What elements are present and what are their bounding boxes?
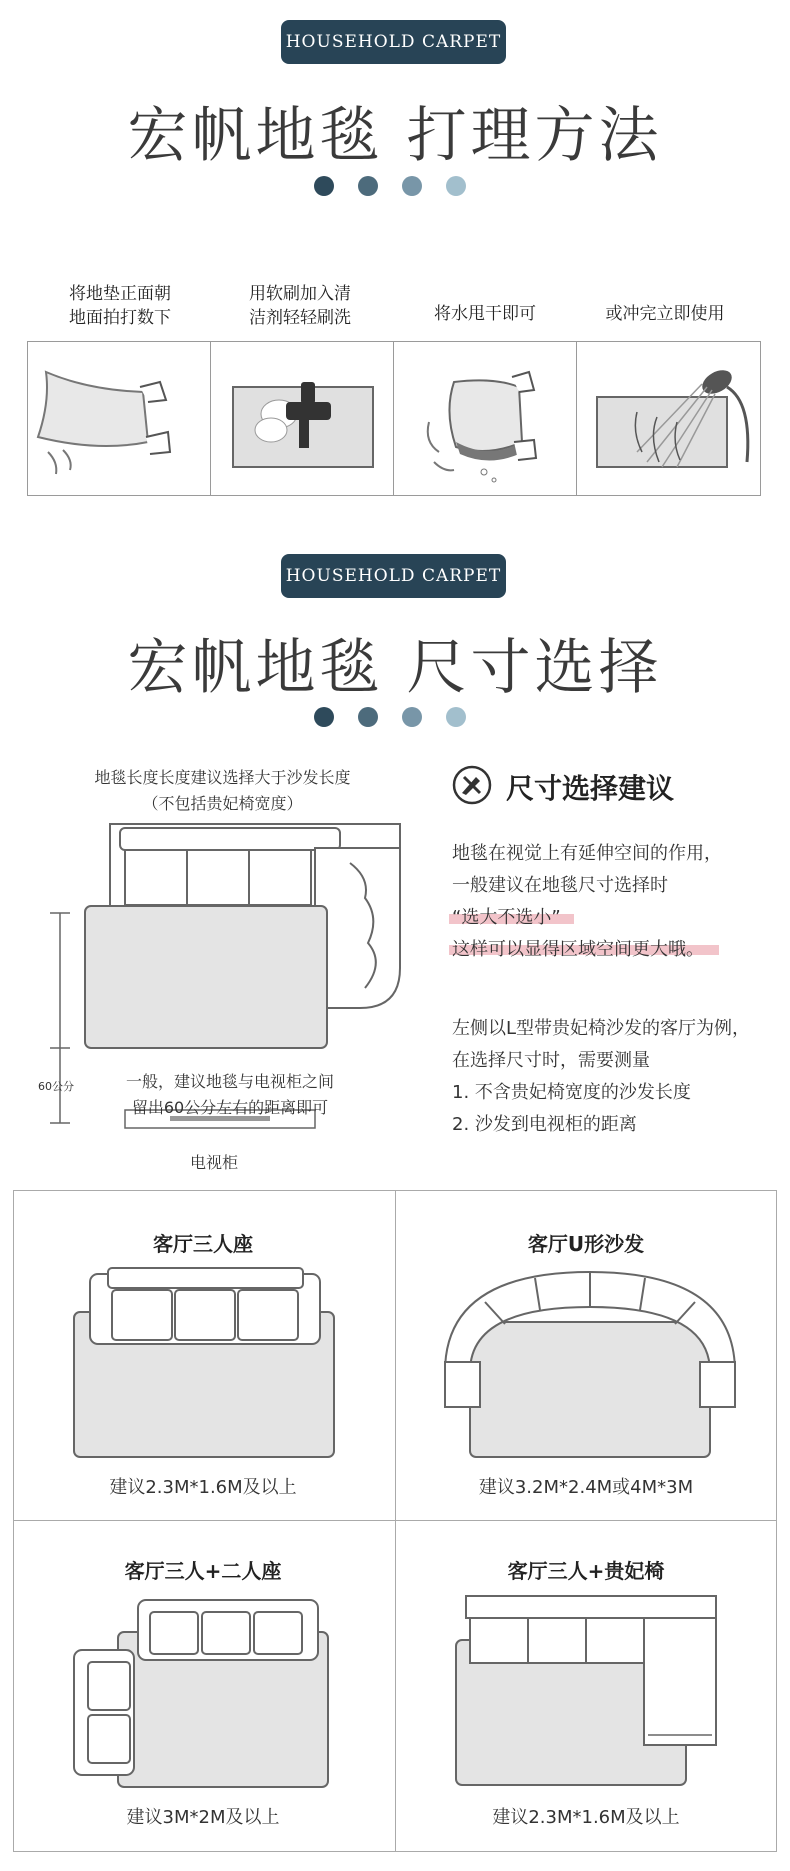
rug-shake-dry-icon xyxy=(394,342,576,495)
u-shape-sofa-icon xyxy=(440,1262,740,1462)
diagram-top-note: 地毯长度长度建议选择大于沙发长度 （不包括贵妃椅宽度） xyxy=(94,768,351,813)
advice-paragraph: 地毯在视觉上有延伸空间的作用， 一般建议在地毯尺寸选择时 “选大不选小” 这样可以显得区域空间更大哦。 xyxy=(452,843,722,960)
care-title: 宏帆地毯 打理方法 xyxy=(127,101,663,171)
shower-rinse-icon xyxy=(577,342,760,495)
decor-dots-2 xyxy=(314,707,466,727)
step-2-label: 用软刷加入清 洁剂轻轻刷洗 xyxy=(249,284,351,328)
dot-4 xyxy=(446,707,466,727)
cell-3-caption: 建议3M*2M及以上 xyxy=(126,1807,280,1828)
household-carpet-badge xyxy=(281,20,506,64)
dot-1 xyxy=(314,707,334,727)
dot-3 xyxy=(402,707,422,727)
step-2-box xyxy=(210,341,394,496)
dot-1 xyxy=(314,176,334,196)
rug-shake-icon xyxy=(28,342,210,495)
measure-paragraph: 左侧以L型带贵妃椅沙发的客厅为例， 在选择尺寸时，需要测量 1. 不含贵妃椅宽度的沙发长度 2. 沙发到电视柜的距离 xyxy=(452,1018,751,1135)
dot-2 xyxy=(358,707,378,727)
badge-label-2: HOUSEHOLD CARPET xyxy=(285,566,502,586)
step-4-label: 或冲完立即使用 xyxy=(605,304,725,324)
advice-heading: 尺寸选择建议 xyxy=(506,772,675,805)
dot-2 xyxy=(358,176,378,196)
cell-2-caption: 建议3.2M*2.4M或4M*3M xyxy=(478,1477,694,1498)
size-title: 宏帆地毯 尺寸选择 xyxy=(127,633,663,703)
grid-hline xyxy=(13,1520,777,1521)
cell-1-caption: 建议2.3M*1.6M及以上 xyxy=(109,1477,297,1498)
ruler-pencil-icon xyxy=(452,765,492,805)
cell-1-title: 客厅三人座 xyxy=(153,1232,253,1256)
cell-3-title: 客厅三人+二人座 xyxy=(124,1559,282,1583)
cell-2-title: 客厅U形沙发 xyxy=(527,1232,645,1256)
dot-4 xyxy=(446,176,466,196)
badge-label: HOUSEHOLD CARPET xyxy=(285,32,502,52)
cell-4-title: 客厅三人+贵妃椅 xyxy=(507,1559,665,1583)
diagram-bottom-note: 一般，建议地毯与电视柜之间 留出60公分左右的距离即可 xyxy=(125,1072,334,1117)
grid-vline xyxy=(395,1190,396,1852)
step-3-label: 将水甩干即可 xyxy=(434,304,536,324)
step-4-box xyxy=(576,341,761,496)
household-carpet-badge-2 xyxy=(281,554,506,598)
tv-cabinet-label: 电视柜 xyxy=(190,1153,239,1172)
three-plus-two-sofa-icon xyxy=(70,1590,340,1790)
decor-dots xyxy=(314,176,466,196)
three-seat-sofa-icon xyxy=(70,1262,340,1462)
distance-label: 60公分 xyxy=(38,1080,74,1093)
step-1-label: 将地垫正面朝 地面拍打数下 xyxy=(69,284,171,328)
brush-scrub-icon xyxy=(211,342,393,495)
dot-3 xyxy=(402,176,422,196)
step-1-box xyxy=(27,341,211,496)
step-3-box xyxy=(393,341,577,496)
cell-4-caption: 建议2.3M*1.6M及以上 xyxy=(492,1807,680,1828)
sofa-with-chaise-icon xyxy=(448,1590,728,1790)
